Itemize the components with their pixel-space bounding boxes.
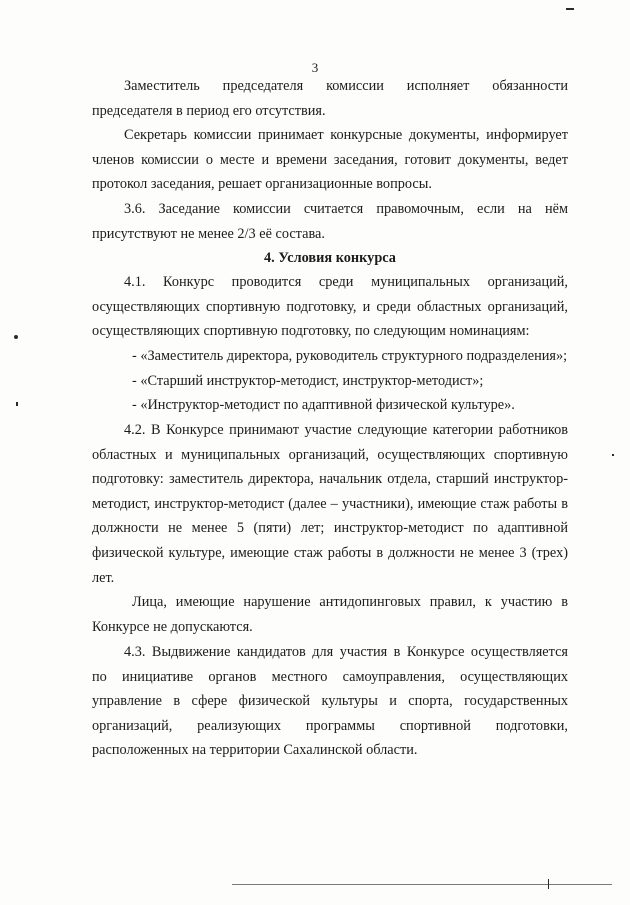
- paragraph-secretary: [92, 123, 568, 197]
- text-line: методист, инструктор-методист (далее – участники), имеющие стаж работы в: [92, 495, 568, 512]
- page-number: 3: [311, 60, 319, 75]
- text-line: лет.: [92, 569, 115, 586]
- text-line: Конкурсе не допускаются.: [92, 618, 253, 635]
- text-line: 4.1. Конкурс проводится среди муниципальных организаций,: [124, 274, 568, 290]
- text-line: протокол заседания, решает организационные вопросы.: [92, 176, 432, 193]
- text-line: 3.6. Заседание комиссии считается правомочным, если на нём: [124, 201, 568, 217]
- list-item: - «Заместитель директора, руководитель структурного подразделения»;: [132, 348, 568, 364]
- text-line: присутствуют не менее 2/3 её состава.: [92, 225, 325, 242]
- section-title: 4. Условия конкурса: [264, 250, 396, 266]
- text-line: областных и муниципальных организаций, осуществляющих спортивную: [92, 446, 568, 463]
- scan-speck: [548, 879, 549, 889]
- text-line: Лица, имеющие нарушение антидопинговых правил, к участию в: [132, 594, 568, 610]
- paragraph-anti-doping: [92, 590, 568, 639]
- nominations-list: [92, 344, 568, 418]
- paragraph-deputy-chair: [92, 74, 568, 123]
- paragraph-4-3: [92, 640, 568, 763]
- text-line: 4.2. В Конкурсе принимают участие следующие категории работников: [124, 422, 568, 438]
- text-line: 4.3. Выдвижение кандидатов для участия в Конкурсе осуществляется: [124, 644, 568, 660]
- paragraph-4-2: [92, 418, 568, 590]
- paragraph-4-1: [92, 270, 568, 344]
- list-item: - «Старший инструктор-методист, инструктор-методист»;: [132, 372, 484, 389]
- text-line: осуществляющих спортивную подготовку, по следующим номинациям:: [92, 323, 530, 340]
- text-line: Секретарь комиссии принимает конкурсные документы, информирует: [124, 127, 568, 143]
- scan-speck: [14, 335, 18, 339]
- section-heading: [92, 246, 568, 271]
- text-line: Заместитель председателя комиссии исполняет обязанности: [124, 78, 568, 94]
- text-line: председателя в период его отсутствия.: [92, 102, 326, 119]
- text-line: по инициативе органов местного самоуправления, осуществляющих: [92, 668, 568, 685]
- list-item: - «Инструктор-методист по адаптивной физической культуре».: [132, 397, 515, 414]
- text-line: подготовку: заместитель директора, начальник отдела, старший инструктор-: [92, 471, 568, 488]
- scan-edge-line: [232, 884, 612, 885]
- text-line: членов комиссии о месте и времени заседания, готовит документы, ведет: [92, 151, 568, 168]
- text-line: управление в сфере физической культуры и спорта, государственных: [92, 693, 568, 710]
- scan-speck: [16, 402, 18, 406]
- paragraph-3-6: [92, 197, 568, 246]
- text-line: осуществляющих спортивную подготовку, и среди областных организаций,: [92, 298, 568, 315]
- text-line: организаций, реализующих программы спортивной подготовки,: [92, 717, 568, 734]
- text-line: физической культуре, имеющие стаж работы в должности не менее 3 (трех): [92, 544, 568, 561]
- text-line: расположенных на территории Сахалинской области.: [92, 742, 418, 759]
- scan-speck: [612, 454, 614, 456]
- scan-speck: [566, 8, 574, 10]
- text-line: должности не менее 5 (пяти) лет; инструктор-методист по адаптивной: [92, 520, 568, 537]
